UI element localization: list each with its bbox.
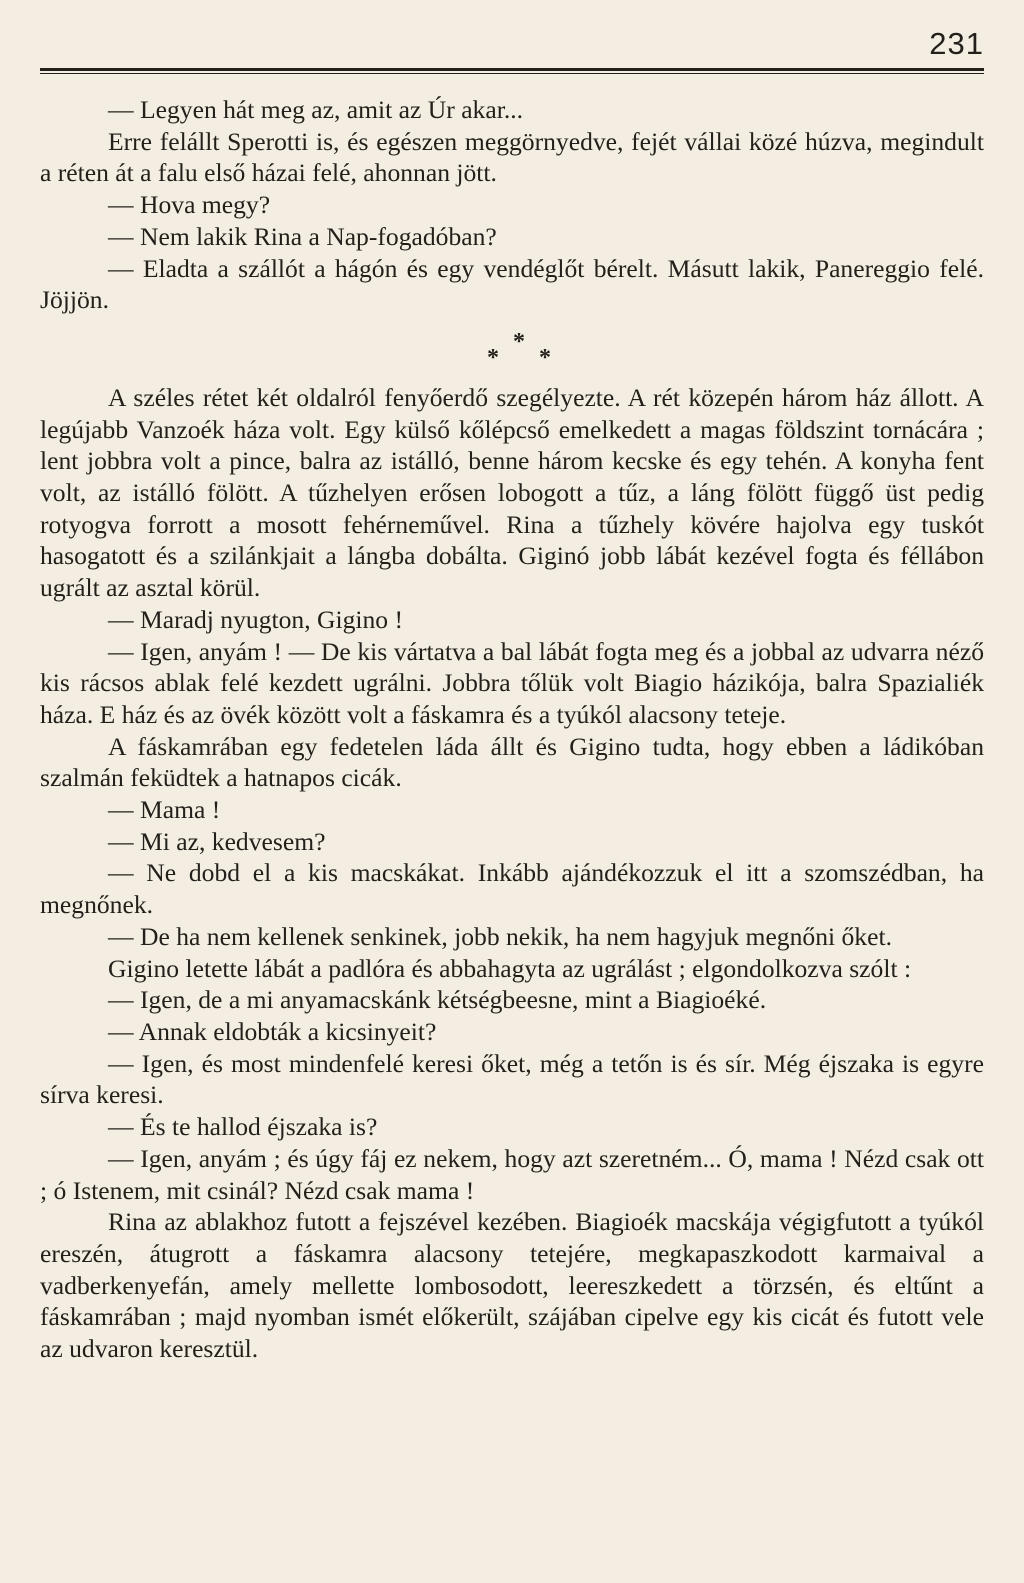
paragraph: Erre felállt Sperotti is, és egészen meggörnyedve, fejét vállai közé húzva, megindult a réten át a falu első házai felé, ahonnan jött. bbox=[40, 126, 984, 188]
paragraph: A fáskamrában egy fedetelen láda állt és Gigino tudta, hogy ebben a ládikóban szalmán feküdtek a hatnapos cicák. bbox=[40, 731, 984, 793]
header-rule bbox=[40, 68, 984, 74]
paragraph: — Mama ! bbox=[108, 795, 221, 825]
asterism-star: * bbox=[487, 344, 499, 371]
paragraph: A széles rétet két oldalról fenyőerdő szegélyezte. A rét közepén három ház állott. A legújabb Vanzoék háza volt. Egy külső kőlépcső emelkedett a magas földszint tornácára ; lent jobbra volt a pince, balra az istálló, benne három kecske és egy tehén. A konyha fent volt, az istálló fölött. A tűzhelyen erősen lobogott a tűz, a láng fölött függő üst pedig rotyogva forrott a mosott fehérneművel. Rina a tűzhely kövére hajolva egy tuskót hasogatott és a szilánkjait a lángba dobálta. Giginó jobb lábát kezével fogta és féllábon ugrált az asztal körül. bbox=[40, 382, 984, 603]
paragraph: — És te hallod éjszaka is? bbox=[108, 1112, 378, 1142]
paragraph: — Maradj nyugton, Gigino ! bbox=[108, 604, 404, 634]
paragraph-group-after-break bbox=[40, 382, 984, 1365]
paragraph: — De ha nem kellenek senkinek, jobb nekik, ha nem hagyjuk megnőni őket. bbox=[108, 921, 892, 951]
paragraph: — Igen, anyám ! — De kis vártatva a bal lábát fogta meg és a jobbal az udvarra néző kis rácsos ablak felé kezdett ugrálni. Jobbra tőlük volt Biagio házikója, balra Spazialiék háza. E ház és az övék között volt a fáskamra és a tyúkól alacsony teteje. bbox=[40, 636, 984, 729]
paragraph: — Mi az, kedvesem? bbox=[108, 826, 326, 856]
paragraph: — Annak eldobták a kicsinyeit? bbox=[108, 1016, 437, 1046]
paragraph: — Eladta a szállót a hágón és egy vendéglőt bérelt. Másutt lakik, Panereggio felé. Jöjjön. bbox=[40, 253, 984, 315]
text-body bbox=[40, 94, 984, 1365]
paragraph: — Igen, de a mi anyamacskánk kétségbeesne, mint a Biagioéké. bbox=[108, 985, 767, 1015]
asterism-star: * bbox=[513, 328, 525, 355]
asterism-star: * bbox=[539, 344, 551, 371]
page-number: 231 bbox=[929, 26, 984, 61]
section-break-asterism bbox=[40, 316, 984, 382]
paragraph: — Igen, anyám ; és úgy fáj ez nekem, hogy azt szeretném... Ó, mama ! Nézd csak ott ; ó Istenem, mit csinál? Nézd csak mama ! bbox=[40, 1143, 984, 1205]
paragraph: — Hova megy? bbox=[108, 190, 271, 220]
paragraph-group-before-break bbox=[40, 94, 984, 316]
paragraph: Rina az ablakhoz futott a fejszével kezében. Biagioék macskája végigfutott a tyúkól ereszén, átugrott a fáskamra alacsony tetejére, megkapaszkodott karmaival a vadberkenyefán, amely mellette lombosodott, leereszkedett a törzsén, és eltűnt a fáskamrában ; majd nyomban ismét előkerült, szájában cipelve egy kis cicát és futott vele az udvaron keresztül. bbox=[40, 1207, 984, 1364]
paragraph: — Legyen hát meg az, amit az Úr akar... bbox=[108, 95, 524, 124]
paragraph: — Ne dobd el a kis macskákat. Inkább ajándékozzuk el itt a szomszédban, ha megnőnek. bbox=[40, 858, 984, 920]
paragraph: — Nem lakik Rina a Nap-fogadóban? bbox=[108, 221, 497, 251]
paragraph: Gigino letette lábát a padlóra és abbahagyta az ugrálást ; elgondolkozva szólt : bbox=[108, 953, 912, 983]
paragraph: — Igen, és most mindenfelé keresi őket, még a tetőn is és sír. Még éjszaka is egyre sírva keresi. bbox=[40, 1048, 984, 1110]
